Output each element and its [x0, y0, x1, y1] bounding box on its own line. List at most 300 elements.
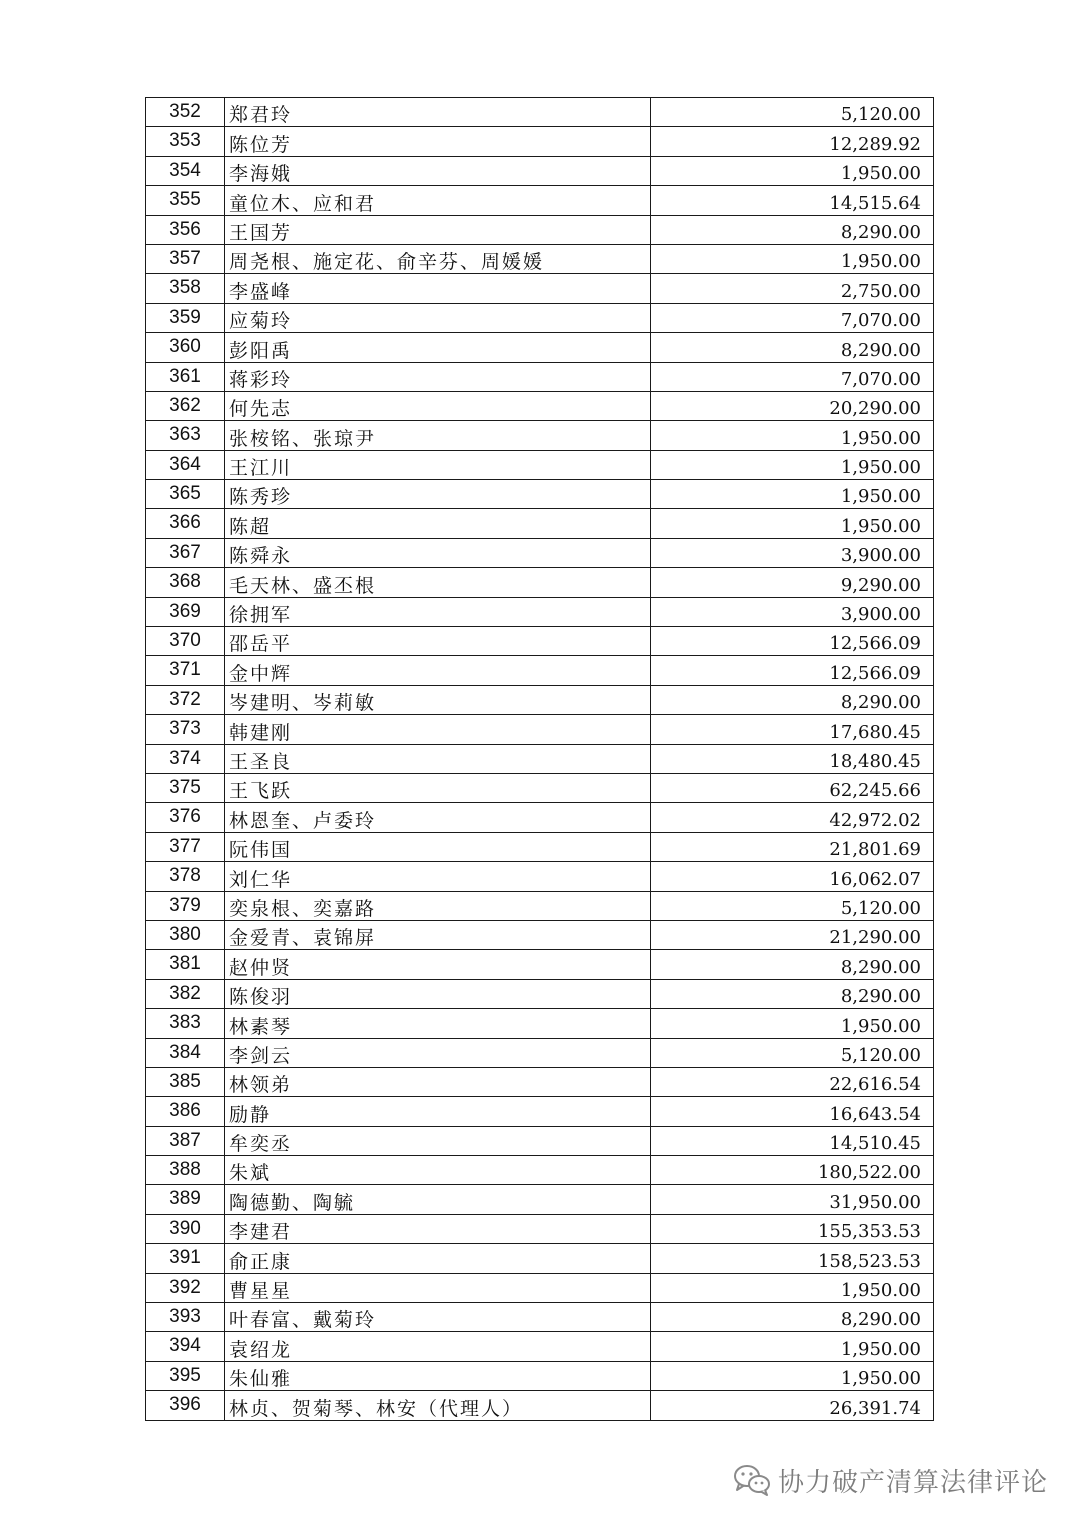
claim-amount: 7,070.00 — [840, 310, 921, 332]
creditor-name: 林恩奎、卢委玲 — [229, 809, 377, 832]
table-row — [146, 773, 934, 802]
row-number-cell — [146, 1273, 225, 1302]
claim-amount: 62,245.66 — [829, 780, 921, 802]
row-number-cell — [146, 803, 225, 832]
claim-amount: 2,750.00 — [840, 280, 921, 302]
row-number-cell — [146, 98, 225, 127]
claim-amount: 1,950.00 — [840, 1015, 921, 1037]
creditor-name: 袁绍龙 — [229, 1338, 293, 1361]
creditor-name-cell — [225, 627, 651, 656]
table-row — [146, 950, 934, 979]
claim-amount-cell — [651, 450, 934, 479]
table-row — [146, 1244, 934, 1273]
row-number: 392 — [169, 1276, 201, 1298]
creditor-name: 刘仁华 — [229, 868, 293, 891]
claim-amount: 8,290.00 — [840, 956, 921, 978]
claim-amount-cell — [651, 1303, 934, 1332]
creditor-name-cell — [225, 656, 651, 685]
claim-amount: 14,510.45 — [829, 1133, 921, 1155]
creditor-name: 韩建刚 — [229, 721, 293, 744]
creditor-name-cell — [225, 538, 651, 567]
creditor-name-cell — [225, 1273, 651, 1302]
claim-amount-cell — [651, 1361, 934, 1390]
row-number: 386 — [169, 1100, 201, 1122]
claim-amount: 3,900.00 — [840, 604, 921, 626]
table-row — [146, 127, 934, 156]
row-number: 364 — [169, 453, 201, 475]
creditor-name: 蒋彩玲 — [229, 368, 293, 391]
table-row — [146, 979, 934, 1008]
claim-amount: 31,950.00 — [829, 1191, 921, 1213]
creditor-name: 何先志 — [229, 398, 293, 421]
row-number-cell — [146, 186, 225, 215]
table-row — [146, 1214, 934, 1243]
table-row — [146, 891, 934, 920]
table-row — [146, 1038, 934, 1067]
claim-amount-cell — [651, 950, 934, 979]
creditor-name: 金中辉 — [229, 662, 293, 685]
creditor-name-cell — [225, 98, 651, 127]
row-number-cell — [146, 391, 225, 420]
creditor-name-cell — [225, 979, 651, 1008]
table-row — [146, 421, 934, 450]
row-number: 356 — [169, 218, 201, 240]
row-number: 384 — [169, 1041, 201, 1063]
creditor-name-cell — [225, 362, 651, 391]
table-row — [146, 1185, 934, 1214]
table-row — [146, 1009, 934, 1038]
row-number-cell — [146, 979, 225, 1008]
table-row — [146, 509, 934, 538]
row-number-cell — [146, 303, 225, 332]
row-number: 393 — [169, 1306, 201, 1328]
row-number: 379 — [169, 894, 201, 916]
creditor-name: 李盛峰 — [229, 280, 293, 303]
creditor-name: 陈秀珍 — [229, 486, 293, 509]
row-number: 396 — [169, 1394, 201, 1416]
creditor-name: 童位木、应和君 — [229, 192, 377, 215]
table-row — [146, 303, 934, 332]
row-number: 366 — [169, 512, 201, 534]
table-row — [146, 715, 934, 744]
row-number: 358 — [169, 277, 201, 299]
row-number-cell — [146, 627, 225, 656]
claim-amount-cell — [651, 920, 934, 949]
creditor-name: 李海娥 — [229, 163, 293, 186]
claim-amount-cell — [651, 1009, 934, 1038]
claim-amount-cell — [651, 333, 934, 362]
claim-amount: 1,950.00 — [840, 1368, 921, 1390]
claim-amount-cell — [651, 1391, 934, 1420]
claim-amount: 18,480.45 — [829, 750, 921, 772]
creditor-name-cell — [225, 862, 651, 891]
creditor-name: 王圣良 — [229, 750, 293, 773]
table-row — [146, 862, 934, 891]
claim-amount: 8,290.00 — [840, 339, 921, 361]
row-number-cell — [146, 480, 225, 509]
row-number-cell — [146, 773, 225, 802]
creditor-name: 邵岳平 — [229, 633, 293, 656]
creditor-name-cell — [225, 1214, 651, 1243]
claims-table — [145, 97, 934, 1421]
table-row — [146, 1332, 934, 1361]
table-row — [146, 333, 934, 362]
row-number-cell — [146, 832, 225, 861]
table-row — [146, 480, 934, 509]
row-number-cell — [146, 1214, 225, 1243]
table-row — [146, 803, 934, 832]
claims-table-body — [146, 98, 934, 1421]
claim-amount: 1,950.00 — [840, 251, 921, 273]
creditor-name-cell — [225, 891, 651, 920]
row-number-cell — [146, 715, 225, 744]
table-row — [146, 744, 934, 773]
table-row — [146, 832, 934, 861]
claim-amount: 158,523.53 — [817, 1250, 921, 1272]
creditor-name: 彭阳禹 — [229, 339, 293, 362]
row-number: 389 — [169, 1188, 201, 1210]
watermark — [732, 1460, 1048, 1500]
creditor-name-cell — [225, 1009, 651, 1038]
claim-amount-cell — [651, 715, 934, 744]
claim-amount: 1,950.00 — [840, 1338, 921, 1360]
claim-amount: 180,522.00 — [817, 1162, 921, 1184]
claim-amount-cell — [651, 832, 934, 861]
row-number-cell — [146, 1067, 225, 1096]
creditor-name: 金爱青、袁锦屏 — [229, 927, 377, 950]
table-row — [146, 186, 934, 215]
row-number-cell — [146, 1391, 225, 1420]
claim-amount-cell — [651, 862, 934, 891]
row-number-cell — [146, 333, 225, 362]
creditor-name: 励静 — [229, 1103, 272, 1126]
row-number-cell — [146, 950, 225, 979]
claim-amount: 7,070.00 — [840, 368, 921, 390]
creditor-name-cell — [225, 1067, 651, 1096]
creditor-name-cell — [225, 950, 651, 979]
creditor-name: 林领弟 — [229, 1074, 293, 1097]
row-number-cell — [146, 685, 225, 714]
watermark-text: 协力破产清算法律评论 — [778, 1467, 1049, 1498]
claim-amount: 12,566.09 — [829, 633, 921, 655]
claim-amount-cell — [651, 773, 934, 802]
creditor-name: 奕泉根、奕嘉路 — [229, 897, 377, 920]
row-number-cell — [146, 509, 225, 538]
row-number: 372 — [169, 688, 201, 710]
creditor-name-cell — [225, 274, 651, 303]
claim-amount: 5,120.00 — [840, 104, 921, 126]
row-number: 380 — [169, 923, 201, 945]
claim-amount: 16,643.54 — [829, 1103, 921, 1125]
creditor-name-cell — [225, 1038, 651, 1067]
table-row — [146, 1097, 934, 1126]
creditor-name: 俞正康 — [229, 1250, 293, 1273]
row-number: 387 — [169, 1129, 201, 1151]
creditor-name-cell — [225, 333, 651, 362]
row-number: 388 — [169, 1159, 201, 1181]
claim-amount: 1,950.00 — [840, 515, 921, 537]
row-number: 361 — [169, 365, 201, 387]
claim-amount-cell — [651, 1273, 934, 1302]
row-number: 359 — [169, 306, 201, 328]
creditor-name-cell — [225, 156, 651, 185]
creditor-name-cell — [225, 480, 651, 509]
row-number: 353 — [169, 130, 201, 152]
claim-amount-cell — [651, 98, 934, 127]
claim-amount: 21,801.69 — [829, 839, 921, 861]
row-number: 377 — [169, 835, 201, 857]
creditor-name: 徐拥军 — [229, 604, 293, 627]
claim-amount-cell — [651, 362, 934, 391]
claim-amount: 8,290.00 — [840, 1309, 921, 1331]
creditor-name-cell — [225, 244, 651, 273]
creditor-name-cell — [225, 391, 651, 420]
creditor-name: 李剑云 — [229, 1044, 293, 1067]
row-number-cell — [146, 362, 225, 391]
claim-amount: 3,900.00 — [840, 545, 921, 567]
claim-amount-cell — [651, 597, 934, 626]
row-number: 375 — [169, 776, 201, 798]
creditor-name: 陶德勤、陶毓 — [229, 1191, 356, 1214]
claim-amount-cell — [651, 627, 934, 656]
table-row — [146, 1361, 934, 1390]
claim-amount: 1,950.00 — [840, 457, 921, 479]
row-number-cell — [146, 744, 225, 773]
creditor-name-cell — [225, 1126, 651, 1155]
row-number-cell — [146, 1126, 225, 1155]
creditor-name: 林贞、贺菊琴、林安（代理人） — [229, 1397, 524, 1420]
row-number: 373 — [169, 718, 201, 740]
creditor-name-cell — [225, 1156, 651, 1185]
row-number-cell — [146, 274, 225, 303]
row-number-cell — [146, 1332, 225, 1361]
table-row — [146, 1126, 934, 1155]
table-row — [146, 156, 934, 185]
row-number-cell — [146, 1244, 225, 1273]
claim-amount-cell — [651, 1126, 934, 1155]
creditor-name-cell — [225, 1097, 651, 1126]
claim-amount-cell — [651, 274, 934, 303]
claim-amount: 5,120.00 — [840, 1044, 921, 1066]
creditor-name: 阮伟国 — [229, 839, 293, 862]
claim-amount: 20,290.00 — [829, 398, 921, 420]
creditor-name: 牟奕丞 — [229, 1133, 293, 1156]
row-number: 355 — [169, 189, 201, 211]
table-row — [146, 274, 934, 303]
claim-amount-cell — [651, 803, 934, 832]
row-number-cell — [146, 1097, 225, 1126]
creditor-name: 李建君 — [229, 1221, 293, 1244]
row-number: 394 — [169, 1335, 201, 1357]
row-number-cell — [146, 421, 225, 450]
claim-amount-cell — [651, 1097, 934, 1126]
creditor-name-cell — [225, 127, 651, 156]
row-number-cell — [146, 656, 225, 685]
claim-amount: 8,290.00 — [840, 986, 921, 1008]
creditor-name-cell — [225, 803, 651, 832]
row-number: 352 — [169, 101, 201, 122]
creditor-name: 郑君玲 — [229, 104, 293, 127]
creditor-name-cell — [225, 1332, 651, 1361]
claim-amount-cell — [651, 744, 934, 773]
claim-amount-cell — [651, 656, 934, 685]
creditor-name: 王江川 — [229, 457, 293, 480]
row-number: 395 — [169, 1364, 201, 1386]
table-row — [146, 685, 934, 714]
claim-amount: 14,515.64 — [829, 192, 921, 214]
row-number-cell — [146, 920, 225, 949]
creditor-name-cell — [225, 215, 651, 244]
row-number-cell — [146, 568, 225, 597]
claim-amount: 9,290.00 — [840, 574, 921, 596]
creditor-name-cell — [225, 1303, 651, 1332]
table-row — [146, 627, 934, 656]
creditor-name: 叶春富、戴菊玲 — [229, 1309, 377, 1332]
row-number: 383 — [169, 1012, 201, 1034]
claim-amount-cell — [651, 538, 934, 567]
table-row — [146, 362, 934, 391]
creditor-name: 应菊玲 — [229, 310, 293, 333]
row-number: 382 — [169, 982, 201, 1004]
row-number: 376 — [169, 806, 201, 828]
claim-amount-cell — [651, 1185, 934, 1214]
claim-amount: 8,290.00 — [840, 692, 921, 714]
table-row — [146, 244, 934, 273]
creditor-name: 王国芳 — [229, 221, 293, 244]
claim-amount-cell — [651, 509, 934, 538]
claim-amount-cell — [651, 127, 934, 156]
claim-amount-cell — [651, 1038, 934, 1067]
table-row — [146, 656, 934, 685]
claim-amount-cell — [651, 1244, 934, 1273]
claim-amount: 22,616.54 — [829, 1074, 921, 1096]
claim-amount-cell — [651, 480, 934, 509]
creditor-name: 赵仲贤 — [229, 956, 293, 979]
claim-amount: 16,062.07 — [829, 868, 921, 890]
row-number: 371 — [169, 659, 201, 681]
row-number-cell — [146, 450, 225, 479]
table-row — [146, 1391, 934, 1420]
creditor-name-cell — [225, 832, 651, 861]
claim-amount-cell — [651, 186, 934, 215]
creditor-name: 陈舜永 — [229, 545, 293, 568]
claim-amount-cell — [651, 685, 934, 714]
creditor-name-cell — [225, 303, 651, 332]
creditor-name: 毛天林、盛丕根 — [229, 574, 377, 597]
claim-amount: 21,290.00 — [829, 927, 921, 949]
claim-amount-cell — [651, 568, 934, 597]
table-row — [146, 597, 934, 626]
row-number-cell — [146, 538, 225, 567]
table-row — [146, 1273, 934, 1302]
creditor-name-cell — [225, 186, 651, 215]
table-row — [146, 98, 934, 127]
claim-amount-cell — [651, 303, 934, 332]
row-number: 368 — [169, 571, 201, 593]
claim-amount: 12,566.09 — [829, 662, 921, 684]
claim-amount-cell — [651, 979, 934, 1008]
creditor-name-cell — [225, 1185, 651, 1214]
creditor-name: 张桉铭、张琼尹 — [229, 427, 377, 450]
row-number-cell — [146, 1185, 225, 1214]
row-number-cell — [146, 1361, 225, 1390]
creditor-name-cell — [225, 744, 651, 773]
claim-amount-cell — [651, 891, 934, 920]
claim-amount: 1,950.00 — [840, 1280, 921, 1302]
creditor-name-cell — [225, 685, 651, 714]
row-number-cell — [146, 1303, 225, 1332]
creditor-name-cell — [225, 597, 651, 626]
row-number: 369 — [169, 600, 201, 622]
creditor-name: 林素琴 — [229, 1015, 293, 1038]
claim-amount: 1,950.00 — [840, 427, 921, 449]
claim-amount: 26,391.74 — [829, 1397, 921, 1419]
creditor-name: 曹星星 — [229, 1280, 293, 1303]
row-number: 391 — [169, 1247, 201, 1269]
row-number: 367 — [169, 541, 201, 563]
claim-amount-cell — [651, 244, 934, 273]
table-row — [146, 1067, 934, 1096]
row-number: 360 — [169, 336, 201, 358]
creditor-name-cell — [225, 421, 651, 450]
row-number-cell — [146, 891, 225, 920]
creditor-name-cell — [225, 1361, 651, 1390]
creditor-name-cell — [225, 450, 651, 479]
table-row — [146, 215, 934, 244]
row-number-cell — [146, 1009, 225, 1038]
row-number: 363 — [169, 424, 201, 446]
row-number-cell — [146, 244, 225, 273]
row-number-cell — [146, 215, 225, 244]
row-number: 362 — [169, 394, 201, 416]
claim-amount-cell — [651, 391, 934, 420]
row-number: 357 — [169, 247, 201, 269]
creditor-name: 朱仙雅 — [229, 1368, 293, 1391]
creditor-name-cell — [225, 1244, 651, 1273]
row-number: 385 — [169, 1070, 201, 1092]
row-number: 354 — [169, 159, 201, 181]
claim-amount-cell — [651, 1332, 934, 1361]
claim-amount: 12,289.92 — [829, 133, 921, 155]
row-number-cell — [146, 862, 225, 891]
claim-amount: 5,120.00 — [840, 897, 921, 919]
creditor-name: 朱斌 — [229, 1162, 272, 1185]
claim-amount-cell — [651, 1067, 934, 1096]
table-row — [146, 450, 934, 479]
row-number-cell — [146, 597, 225, 626]
row-number: 374 — [169, 747, 201, 769]
table-row — [146, 391, 934, 420]
table-row — [146, 538, 934, 567]
claim-amount: 17,680.45 — [829, 721, 921, 743]
table-row — [146, 1303, 934, 1332]
claim-amount-cell — [651, 215, 934, 244]
creditor-name: 陈位芳 — [229, 133, 293, 156]
table-row — [146, 920, 934, 949]
creditor-name: 周尧根、施定花、俞辛芬、周媛媛 — [229, 251, 545, 274]
creditor-name-cell — [225, 920, 651, 949]
creditor-name-cell — [225, 773, 651, 802]
claim-amount-cell — [651, 156, 934, 185]
claim-amount: 155,353.53 — [817, 1221, 921, 1243]
creditor-name: 陈超 — [229, 515, 272, 538]
claim-amount-cell — [651, 1214, 934, 1243]
creditor-name-cell — [225, 715, 651, 744]
row-number-cell — [146, 1156, 225, 1185]
row-number: 378 — [169, 865, 201, 887]
creditor-name-cell — [225, 1391, 651, 1420]
claim-amount: 8,290.00 — [840, 221, 921, 243]
